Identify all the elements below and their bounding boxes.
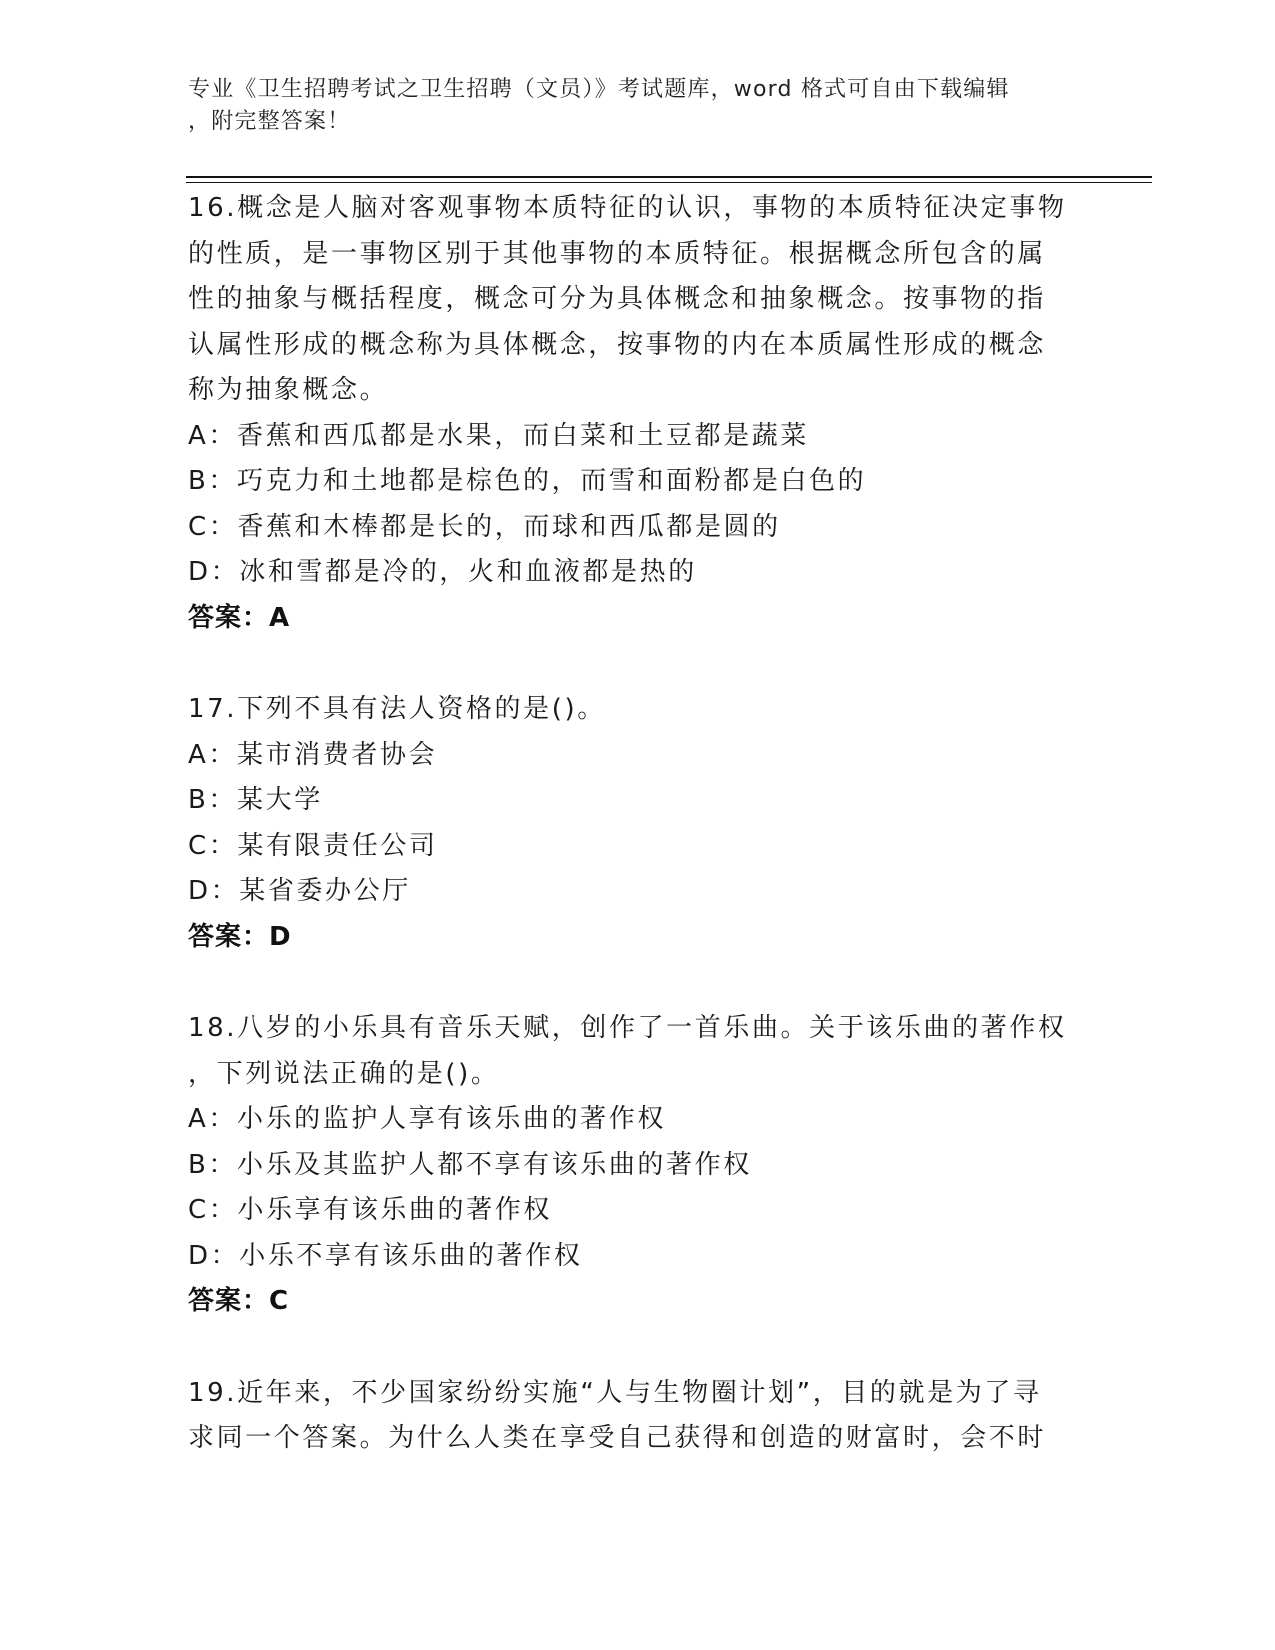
question-17 bbox=[188, 687, 1088, 960]
question-list bbox=[188, 186, 1088, 1462]
option-c: C：某有限责任公司 bbox=[188, 830, 438, 861]
question-text-line: 称为抽象概念。 bbox=[188, 375, 389, 405]
question-text-line: 性的抽象与概括程度，概念可分为具体概念和抽象概念。按事物的指 bbox=[188, 284, 1047, 314]
question-19 bbox=[188, 1371, 1088, 1462]
question-spacer bbox=[188, 641, 1088, 687]
option-c: C：小乐享有该乐曲的著作权 bbox=[188, 1195, 552, 1225]
question-text-line: ，下列说法正确的是()。 bbox=[188, 1058, 500, 1089]
question-text-line: 17.下列不具有法人资格的是()。 bbox=[188, 694, 606, 724]
option-d: D：小乐不享有该乐曲的著作权 bbox=[188, 1240, 583, 1271]
option-a: A：香蕉和西瓜都是水果，而白菜和土豆都是蔬菜 bbox=[188, 420, 809, 451]
question-18 bbox=[188, 1006, 1088, 1325]
header-line-1: 专业《卫生招聘考试之卫生招聘（文员）》考试题库，word 格式可自由下载编辑 bbox=[188, 77, 1010, 102]
option-a: A：某市消费者协会 bbox=[188, 739, 438, 770]
option-d: D：冰和雪都是冷的，火和血液都是热的 bbox=[188, 557, 697, 587]
answer-label: 答案：D bbox=[188, 921, 292, 952]
option-d: D：某省委办公厅 bbox=[188, 876, 411, 906]
question-text-line: 19.近年来，不少国家纷纷实施“人与生物圈计划”，目的就是为了寻 bbox=[188, 1377, 1042, 1408]
option-c: C：香蕉和木棒都是长的，而球和西瓜都是圆的 bbox=[188, 511, 781, 542]
header-rule-thin bbox=[186, 182, 1152, 183]
question-spacer bbox=[188, 1325, 1088, 1371]
question-text-line: 认属性形成的概念称为具体概念，按事物的内在本质属性形成的概念 bbox=[188, 329, 1047, 360]
question-16 bbox=[188, 186, 1088, 641]
option-b: B：某大学 bbox=[188, 785, 323, 815]
option-b: B：巧克力和土地都是棕色的，而雪和面粉都是白色的 bbox=[188, 466, 867, 496]
answer-label: 答案：C bbox=[188, 1286, 290, 1316]
answer-label: 答案：A bbox=[188, 602, 291, 633]
question-text-line: 的性质，是一事物区别于其他事物的本质特征。根据概念所包含的属 bbox=[188, 238, 1047, 269]
document-header bbox=[188, 74, 1088, 138]
question-text-line: 求同一个答案。为什么人类在享受自己获得和创造的财富时，会不时 bbox=[188, 1423, 1047, 1453]
question-spacer bbox=[188, 960, 1088, 1006]
question-text-line: 18.八岁的小乐具有音乐天赋，创作了一首乐曲。关于该乐曲的著作权 bbox=[188, 1013, 1067, 1043]
header-line-2: ，附完整答案！ bbox=[188, 109, 351, 134]
option-b: B：小乐及其监护人都不享有该乐曲的著作权 bbox=[188, 1149, 752, 1180]
question-text-line: 16.概念是人脑对客观事物本质特征的认识，事物的本质特征决定事物 bbox=[188, 193, 1067, 223]
header-rule-thick bbox=[186, 176, 1152, 178]
option-a: A：小乐的监护人享有该乐曲的著作权 bbox=[188, 1104, 666, 1134]
